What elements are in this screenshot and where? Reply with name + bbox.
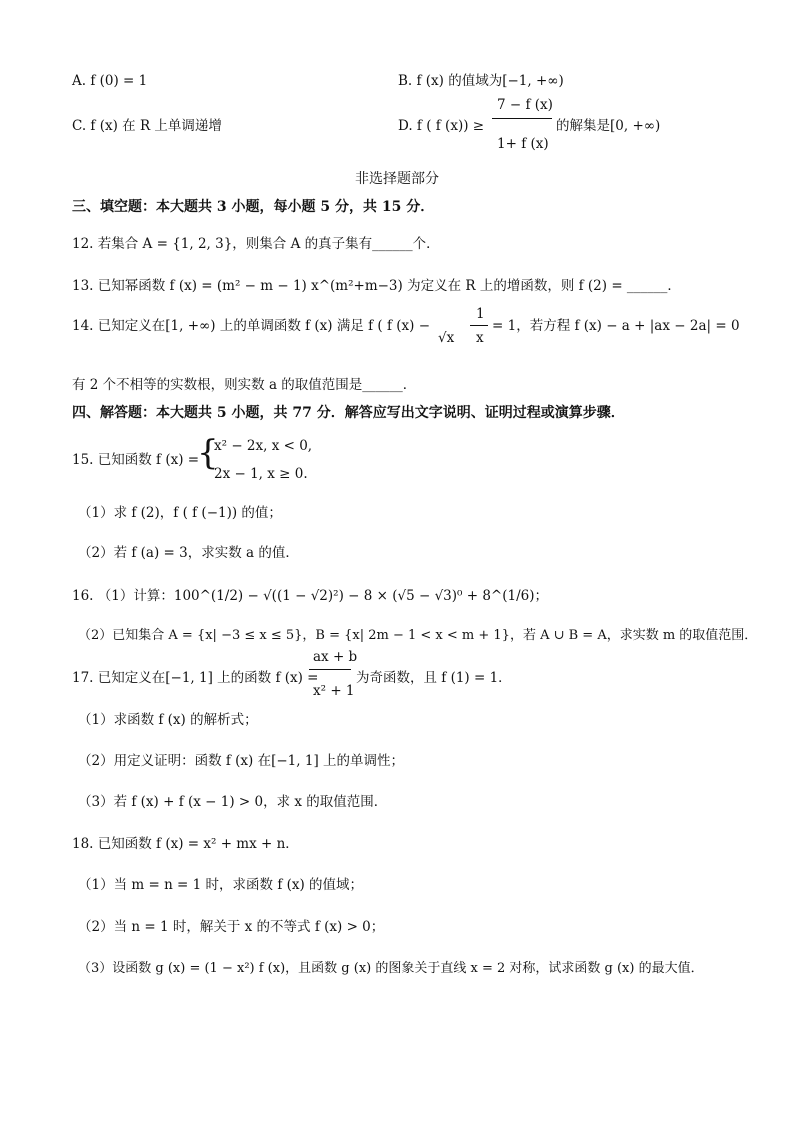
question-17-rhs: 为奇函数，且 f (1) = 1． xyxy=(356,670,512,686)
question-13: 13. 已知幂函数 f (x) = (m² − m − 1) x^(m²+m−3) 为定义在 R 上的增函数，则 f (2) = ______． xyxy=(72,278,681,294)
section-heading-nonchoice: 非选择题部分 xyxy=(355,171,439,187)
question-18-stem: 18. 已知函数 f (x) = x² + mx + n． xyxy=(72,836,299,852)
option-a: A. f (0) = 1 xyxy=(72,73,148,89)
option-d-denominator: 1+ f (x) xyxy=(497,136,549,152)
question-18-part-2: （2）当 n = 1 时，解关于 x 的不等式 f (x) > 0； xyxy=(78,919,385,935)
option-d-fraction-bar xyxy=(492,118,552,119)
question-14-frac-num: 1 xyxy=(476,306,485,322)
question-16-part-1: 16. （1）计算：100^(1/2) − √((1 − √2)²) − 8 × (√5 − √3)⁰ + 8^(1/6)； xyxy=(72,588,548,604)
question-15-stem: 15. 已知函数 f (x) = xyxy=(72,452,200,468)
option-d-numerator: 7 − f (x) xyxy=(497,97,553,113)
option-b: B. f (x) 的值域为[−1, +∞) xyxy=(398,73,564,89)
question-14-fraction-bar xyxy=(470,325,488,326)
option-d-rhs: 的解集是[0, +∞) xyxy=(556,118,661,134)
option-c: C. f (x) 在 R 上单调递增 xyxy=(72,118,222,134)
question-17-numerator: ax + b xyxy=(313,649,358,665)
option-d-lhs: D. f ( f (x)) ≥ xyxy=(398,118,485,134)
question-17-denominator: x² + 1 xyxy=(313,683,355,699)
section4-title: 四、解答题：本大题共 5 小题，共 77 分．解答应写出文字说明、证明过程或演算步骤． xyxy=(72,405,625,421)
question-15-case-2: 2x − 1, x ≥ 0. xyxy=(214,466,308,482)
question-14-frac-den: x xyxy=(476,330,484,346)
question-14-continuation: 有 2 个不相等的实数根，则实数 a 的取值范围是______． xyxy=(72,377,417,393)
question-14-sqrt: √x xyxy=(438,330,455,346)
question-17-part-3: （3）若 f (x) + f (x − 1) > 0，求 x 的取值范围． xyxy=(78,794,388,810)
question-17-lhs: 17. 已知定义在[−1, 1] 上的函数 f (x) = xyxy=(72,670,319,686)
question-14-rhs: = 1，若方程 f (x) − a + |ax − 2a| = 0 xyxy=(492,318,740,334)
question-17-fraction-bar xyxy=(309,669,351,670)
question-16-part-2: （2）已知集合 A = {x| −3 ≤ x ≤ 5}，B = {x| 2m − 1 < x < m + 1}，若 A ∪ B = A，求实数 m 的取值范围． xyxy=(78,628,758,643)
question-15-part-1: （1）求 f (2)，f ( f (−1)) 的值； xyxy=(78,505,282,521)
question-14-lhs: 14. 已知定义在[1, +∞) 上的单调函数 f (x) 满足 f ( f (x) − xyxy=(72,318,431,334)
question-18-part-3: （3）设函数 g (x) = (1 − x²) f (x)，且函数 g (x) 的图象关于直线 x = 2 对称，试求函数 g (x) 的最大值． xyxy=(78,961,704,976)
question-17-part-2: （2）用定义证明：函数 f (x) 在[−1, 1] 上的单调性； xyxy=(78,753,405,769)
question-18-part-1: （1）当 m = n = 1 时，求函数 f (x) 的值域； xyxy=(78,877,364,893)
piecewise-brace: { xyxy=(197,433,219,473)
question-17-part-1: （1）求函数 f (x) 的解析式； xyxy=(78,712,258,728)
section3-title: 三、填空题：本大题共 3 小题，每小题 5 分，共 15 分． xyxy=(72,199,435,215)
question-15-part-2: （2）若 f (a) = 3，求实数 a 的值． xyxy=(78,545,299,561)
question-12: 12. 若集合 A = {1, 2, 3}，则集合 A 的真子集有______个． xyxy=(72,236,440,252)
question-15-case-1: x² − 2x, x < 0, xyxy=(214,438,313,454)
